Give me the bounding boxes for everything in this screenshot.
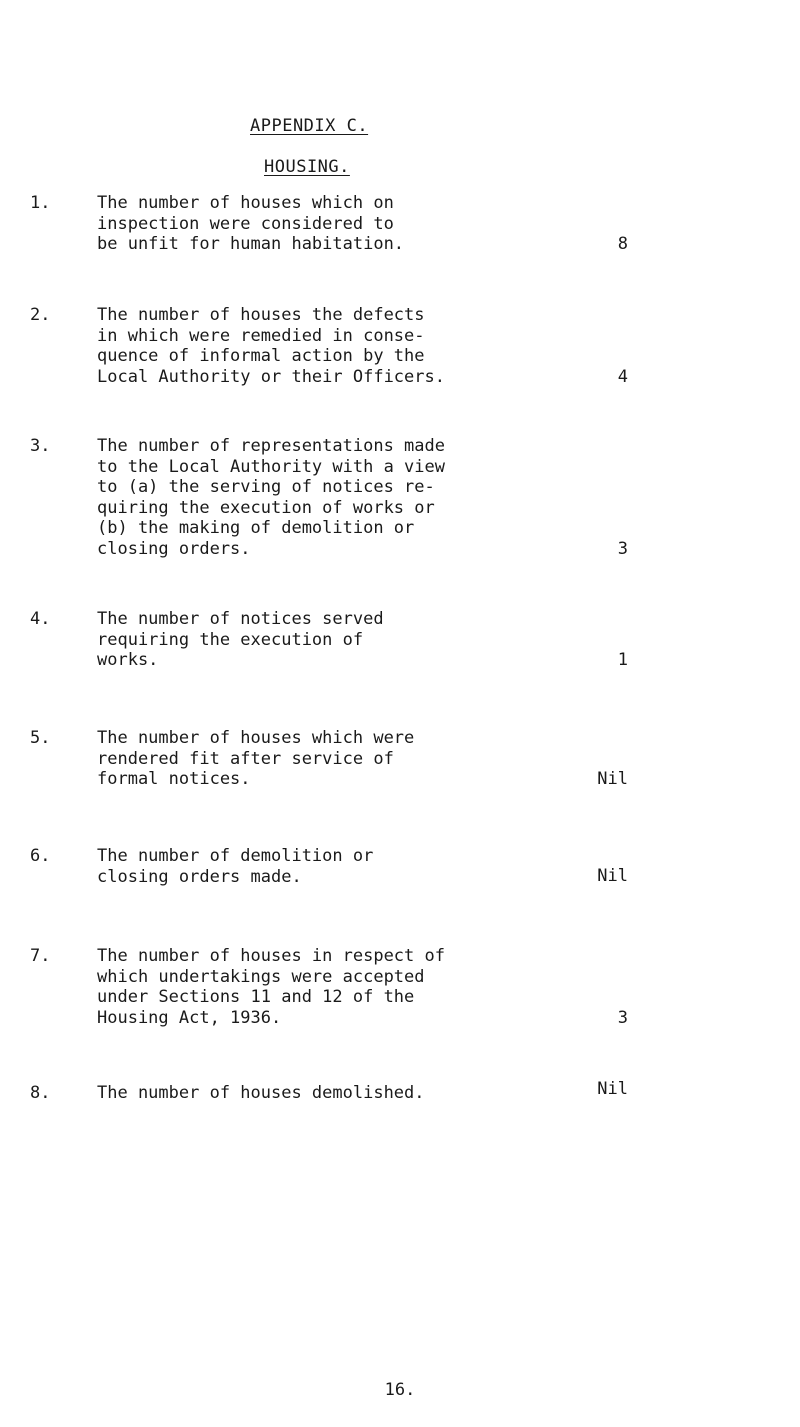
item-text: The number of houses the defects in which were remedied in conse- quence of informal action by the Local Authority or their Officers. <box>97 305 445 387</box>
list-item <box>0 436 800 559</box>
item-text: The number of demolition or closing orders made. <box>97 846 374 887</box>
section-title: HOUSING. <box>264 157 350 177</box>
list-item <box>0 728 800 790</box>
item-value: 3 <box>617 539 628 559</box>
item-text: The number of houses which on inspection were considered to be unfit for human habitation. <box>97 193 405 254</box>
item-value: Nil <box>597 1079 628 1099</box>
item-value: 1 <box>617 650 628 670</box>
item-value: Nil <box>597 769 628 789</box>
item-text: The number of houses in respect of which undertakings were accepted under Sections 11 and 12 of the Housing Act, 1936. <box>97 946 445 1028</box>
item-text: The number of notices served requiring the execution of works. <box>97 609 384 670</box>
item-number: 2. <box>30 305 51 325</box>
item-number: 8. <box>30 1083 51 1103</box>
page-number: 16. <box>384 1380 416 1400</box>
item-text: The number of houses demolished. <box>97 1083 425 1103</box>
list-item <box>0 846 800 888</box>
list-item <box>0 609 800 671</box>
item-number: 6. <box>30 846 51 866</box>
item-number: 7. <box>30 946 51 966</box>
item-value: 4 <box>617 367 628 387</box>
item-text: The number of representations made to the Local Authority with a view to (a) the serving of notices re- quiring the execution of works or (b) the making of demolition or closing orders. <box>97 436 445 559</box>
item-number: 3. <box>30 436 51 456</box>
list-item <box>0 1079 800 1105</box>
item-value: Nil <box>597 866 628 886</box>
item-text: The number of houses which were rendered fit after service of formal notices. <box>97 728 415 789</box>
list-item <box>0 305 800 387</box>
item-value: 3 <box>617 1008 628 1028</box>
item-number: 5. <box>30 728 51 748</box>
item-value: 8 <box>617 234 628 254</box>
item-number: 4. <box>30 609 51 629</box>
appendix-title: APPENDIX C. <box>250 116 369 136</box>
list-item <box>0 193 800 255</box>
item-number: 1. <box>30 193 51 213</box>
list-item <box>0 946 800 1028</box>
